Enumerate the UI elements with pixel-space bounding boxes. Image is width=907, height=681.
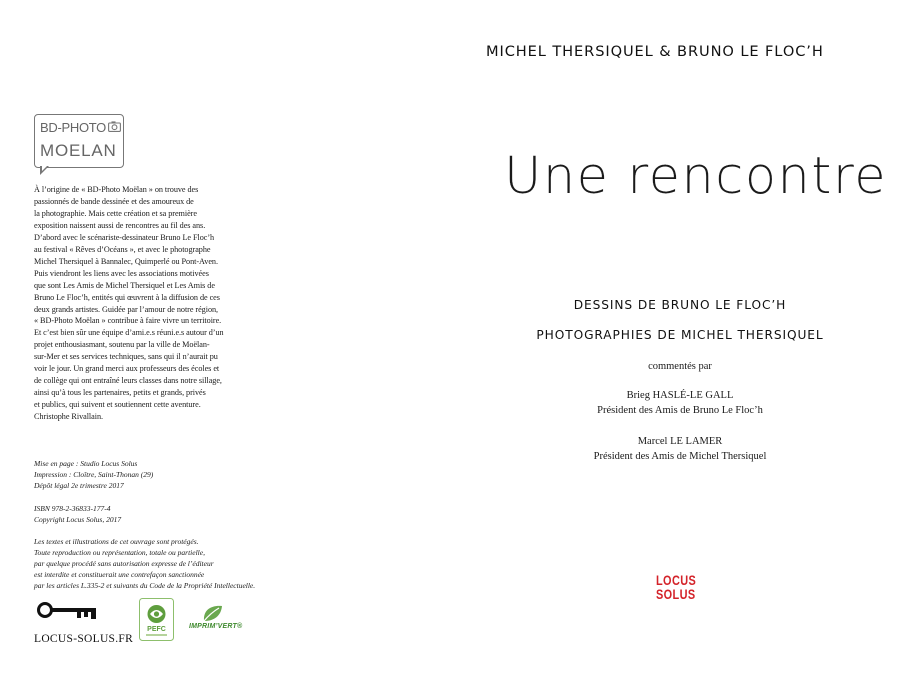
legal-line: Les textes et illustrations de cet ouvrage sont protégés. [34, 537, 199, 546]
camera-icon [108, 121, 121, 132]
pefc-label: PEFC [147, 626, 166, 633]
commentator-2-name: Marcel LE LAMER [637, 436, 723, 447]
copyright: Copyright Locus Solus, 2017 [34, 515, 122, 524]
commentator-2 [520, 434, 840, 464]
commentator-1 [520, 388, 840, 418]
legal-line: est interdite et constituerait une contrefaçon sanctionnée [34, 570, 205, 579]
logo-word-1-text: LOCUS [656, 572, 697, 588]
intro-line: la photographie. Mais cette création et sa première [34, 208, 197, 218]
intro-line: Bruno Le Floc’h, entités qui œuvrent à la diffusion de ces [34, 292, 220, 302]
intro-line: projet enthousiasmant, soutenu par la ville de Moëlan- [34, 340, 210, 350]
key-icon [37, 600, 99, 620]
layout-credit: Mise en page : Studio Locus Solus [34, 459, 138, 468]
leaf-icon [201, 604, 223, 622]
production-credits [34, 458, 304, 491]
logo-word-2 [656, 587, 696, 601]
legal-notice [34, 536, 324, 591]
intro-line: que sont Les Amis de Michel Thersiquel et Les Amis de [34, 280, 215, 290]
intro-line: et publics, qui suivent et soutiennent cette aventure. [34, 400, 201, 410]
legal-line: par quelque procédé sans autorisation expresse de l’éditeur [34, 559, 214, 568]
intro-paragraph [34, 184, 246, 423]
commentator-1-role: Président des Amis de Bruno Le Floc’h [597, 405, 763, 416]
intro-line: deux grands artistes. Guidée par l’amour de notre région, [34, 304, 219, 314]
locus-solus-logo [656, 573, 696, 601]
legal-line: par les articles L.335-2 et suivants du Code de la Propriété Intellectuelle. [34, 581, 256, 590]
intro-line: Et c’est bien sûr une équipe d’ami.e.s réuni.e.s autour d’un [34, 328, 224, 338]
book-authors: MICHEL THERSIQUEL & BRUNO LE FLOC’H [486, 43, 824, 60]
imprim-vert-label: IMPRIM’VERT® [189, 623, 243, 630]
legal-deposit: Dépôt légal 2e trimestre 2017 [34, 481, 124, 490]
commentator-1-name: Brieg HASLÉ-LE GALL [626, 390, 734, 401]
intro-line: passionnés de bande dessinée et des amoureux de [34, 196, 194, 206]
photographs-credit: PHOTOGRAPHIES DE MICHEL THERSIQUEL [536, 328, 824, 342]
printing-credit: Impression : Cloître, Saint-Thonan (29) [34, 470, 154, 479]
publisher-website-link[interactable]: LOCUS-SOLUS.FR [34, 633, 134, 645]
commented-by-label: commentés par [648, 361, 712, 372]
intro-line: au festival « Rêves d’Océans », et avec le photographe [34, 244, 211, 254]
intro-signature: Christophe Rivallain. [34, 412, 103, 422]
logo-line-2: MOELAN [40, 141, 117, 160]
logo-bubble-tail-inner [42, 165, 48, 171]
bd-photo-moelan-logo [34, 114, 124, 168]
intro-line: « BD-Photo Moëlan » contribue à faire vivre un territoire. [34, 316, 222, 326]
legal-line: Toute reproduction ou représentation, totale ou partielle, [34, 548, 205, 557]
logo-word-2-text: SOLUS [656, 586, 696, 602]
intro-line: voir le jour. Un grand merci aux professeurs des écoles et [34, 364, 220, 374]
isbn: ISBN 978-2-36833-177-4 [34, 504, 111, 513]
intro-line: Michel Thersiquel à Bannalec, Quimperlé ou Pont-Aven. [34, 256, 218, 266]
logo-line-1: BD-PHOTO [40, 120, 106, 135]
intro-line: À l’origine de « BD-Photo Moëlan » on trouve des [34, 185, 199, 194]
intro-line: de collège qui ont entraîné leurs classes dans notre sillage, [34, 376, 222, 386]
intro-line: exposition naissent aussi de rencontres au fil des ans. [34, 220, 206, 230]
isbn-block [34, 503, 304, 525]
intro-line: Puis viendront les liens avec les associations motivées [34, 268, 209, 278]
book-title: Une rencontre [504, 147, 888, 206]
drawings-credit: DESSINS DE BRUNO LE FLOC’H [573, 298, 787, 312]
commentator-2-role: Président des Amis de Michel Thersiquel [593, 451, 767, 462]
logo-word-1 [656, 573, 696, 587]
intro-line: ainsi qu’à tous les partenaires, petits et grands, privés [34, 388, 206, 398]
pefc-certification-logo [139, 598, 174, 641]
intro-line: sur-Mer et ses services techniques, sans qui il n’aurait pu [34, 352, 218, 362]
intro-line: D’abord avec le scénariste-dessinateur Bruno Le Floc’h [34, 232, 215, 242]
